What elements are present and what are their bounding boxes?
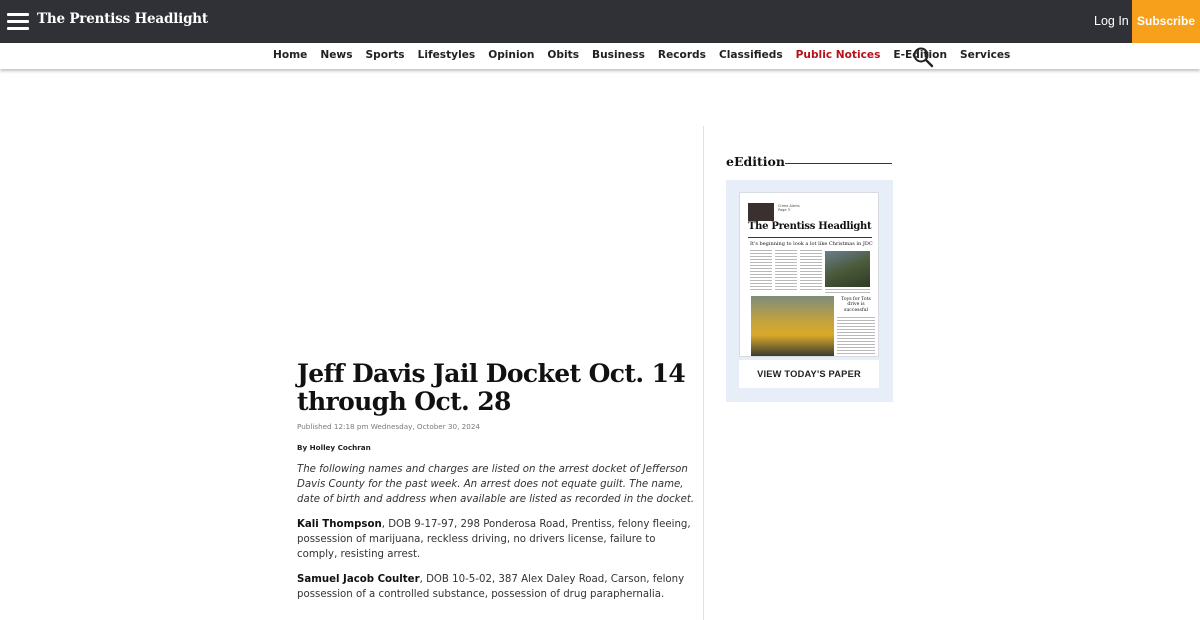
thumbnail-photo (825, 251, 870, 287)
thumbnail-text-column (825, 289, 870, 295)
thumbnail-text-column (837, 317, 875, 355)
thumbnail-text-column (775, 250, 797, 292)
nav-item-records[interactable]: Records (657, 49, 706, 61)
byline: By Holley Cochran (297, 443, 371, 452)
nav-item-sports[interactable]: Sports (365, 49, 405, 61)
column-divider (703, 126, 704, 620)
docket-entry (297, 572, 697, 602)
eedition-thumbnail[interactable] (739, 192, 879, 357)
thumbnail-side-headline: Toys for Tots drive is successful (841, 297, 871, 313)
subscribe-button[interactable]: Subscribe (1132, 0, 1200, 43)
nav-item-lifestyles[interactable]: Lifestyles (417, 49, 476, 61)
thumbnail-brief: Crime Alerts Page 3 (778, 204, 800, 213)
nav-item-public-notices[interactable]: Public Notices (795, 49, 881, 61)
docket-entry-details: , DOB 10-5-02, 387 Alex Daley Road, Carson, felony possession of a controlled substance, possession of drug paraphernalia. (297, 574, 685, 600)
nav-item-opinion[interactable]: Opinion (488, 49, 535, 61)
thumbnail-masthead: The Prentiss Headlight (748, 221, 872, 232)
nav-item-e-edition[interactable]: E-Edition (893, 49, 948, 61)
site-logo[interactable]: The Prentiss Headlight (37, 11, 208, 27)
docket-entry-details: , DOB 9-17-97, 298 Ponderosa Road, Prentiss, felony fleeing, possession of marijuana, reckless driving, no drivers license, failure to comply, resisting arrest. (297, 519, 691, 560)
main-nav (0, 43, 1200, 69)
nav-item-news[interactable]: News (320, 49, 353, 61)
article-intro: The following names and charges are listed on the arrest docket of Jefferson Davis County for the past week. An arrest does not equate guilt. The name, date of birth and address when available are listed as recorded in the docket. (297, 464, 695, 505)
login-link[interactable]: Log In (1094, 14, 1129, 28)
thumbnail-rule (748, 237, 872, 238)
thumbnail-photo (748, 203, 774, 221)
nav-list (273, 49, 1010, 61)
docket-entry-name: Samuel Jacob Coulter (297, 574, 420, 585)
eedition-rule (785, 163, 892, 164)
docket-entry (297, 517, 697, 562)
view-todays-paper-button[interactable]: VIEW TODAY'S PAPER (739, 360, 879, 388)
top-bar (0, 0, 1200, 43)
article-headline: Jeff Davis Jail Docket Oct. 14 through Oct. 28 (297, 359, 686, 416)
menu-icon[interactable] (7, 12, 29, 30)
docket-entry-name: Kali Thompson (297, 519, 382, 530)
thumbnail-text-column (800, 250, 822, 292)
publish-date: Published 12:18 pm Wednesday, October 30, 2024 (297, 422, 480, 431)
nav-item-obits[interactable]: Obits (547, 49, 580, 61)
nav-item-home[interactable]: Home (273, 49, 308, 61)
thumbnail-headline: It's beginning to look a lot like Christmas in JDC (750, 241, 873, 247)
eedition-heading: eEdition (726, 154, 785, 169)
thumbnail-text-column (750, 250, 772, 292)
search-icon[interactable] (912, 46, 934, 68)
nav-item-classifieds[interactable]: Classifieds (718, 49, 783, 61)
thumbnail-photo (751, 296, 834, 356)
nav-item-services[interactable]: Services (960, 49, 1011, 61)
nav-item-business[interactable]: Business (592, 49, 645, 61)
